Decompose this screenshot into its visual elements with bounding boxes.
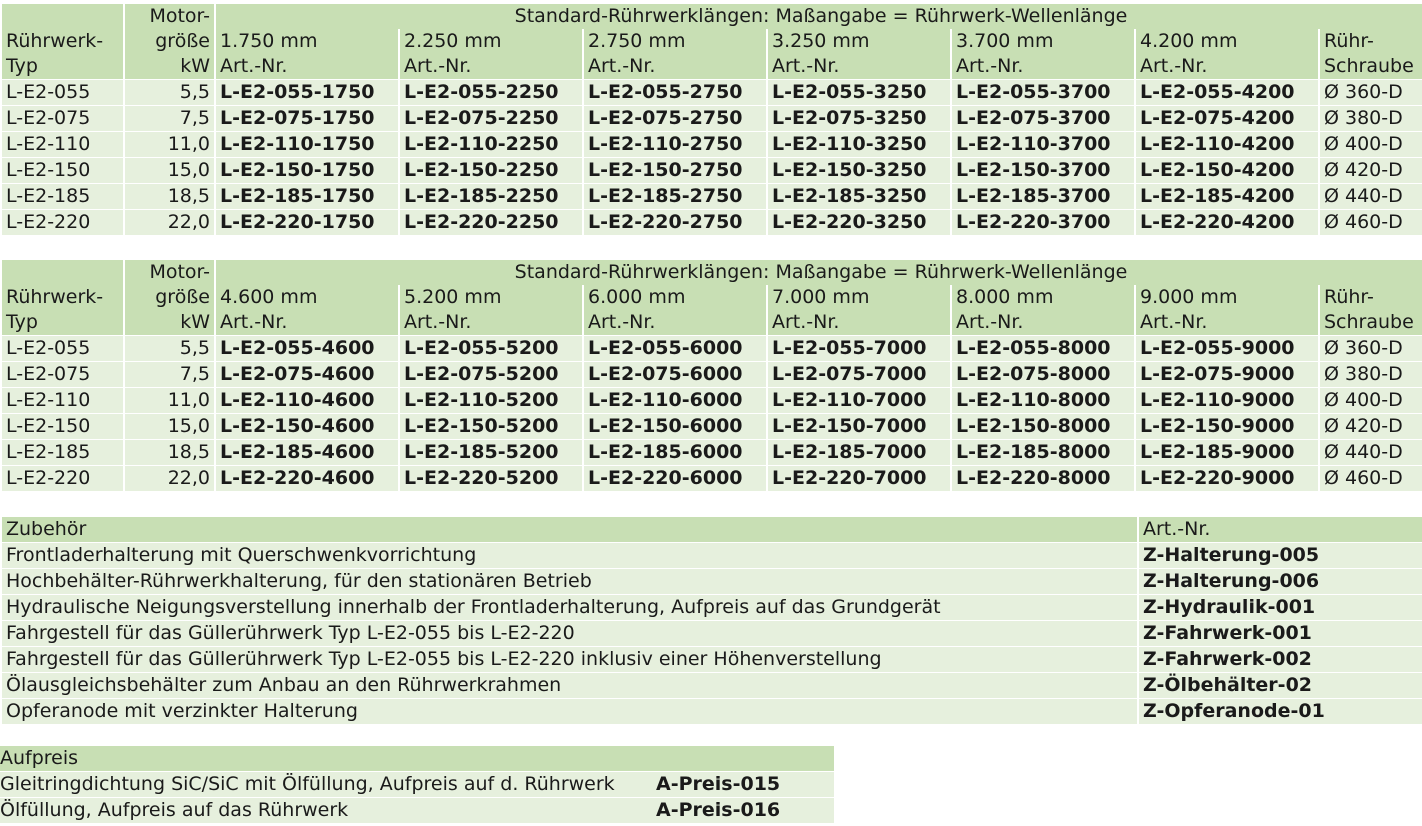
length-header: 2.250 mm <box>399 29 583 54</box>
art-nr-cell: L-E2-150-6000 <box>583 414 767 440</box>
screw-cell: Ø 460-D <box>1319 466 1422 492</box>
accessory-art-nr: Z-Hydraulik-001 <box>1138 595 1422 621</box>
art-nr-cell: L-E2-110-4200 <box>1135 132 1319 158</box>
screw-cell: Ø 440-D <box>1319 184 1422 210</box>
art-nr-cell: L-E2-185-2750 <box>583 184 767 210</box>
surcharge-desc: Gleitringdichtung SiC/SiC mit Ölfüllung, Aufpreis auf d. Rührwerk <box>0 772 656 798</box>
type-cell: L-E2-075 <box>2 106 124 132</box>
accessory-desc: Fahrgestell für das Güllerührwerk Typ L-E2-055 bis L-E2-220 <box>2 621 1138 647</box>
type-cell: L-E2-110 <box>2 388 124 414</box>
screw-header-line2: Schraube <box>1319 310 1422 336</box>
motor-kw-cell: 22,0 <box>124 466 215 492</box>
motor-kw-cell: 18,5 <box>124 440 215 466</box>
art-nr-cell: L-E2-055-1750 <box>215 80 399 106</box>
table-row <box>2 336 1422 362</box>
header-row-3 <box>2 310 1422 336</box>
art-nr-cell: L-E2-055-3700 <box>951 80 1135 106</box>
art-nr-cell: L-E2-220-6000 <box>583 466 767 492</box>
accessory-art-nr: Z-Ölbehälter-02 <box>1138 673 1422 699</box>
art-nr-cell: L-E2-185-8000 <box>951 440 1135 466</box>
table-row <box>2 362 1422 388</box>
art-nr-cell: L-E2-220-5200 <box>399 466 583 492</box>
rührwerk-table-2 <box>2 260 1422 491</box>
type-header-line3: Typ <box>2 54 124 80</box>
art-nr-cell: L-E2-075-4200 <box>1135 106 1319 132</box>
art-nr-cell: L-E2-150-2250 <box>399 158 583 184</box>
length-header: 4.200 mm <box>1135 29 1319 54</box>
art-nr-cell: L-E2-055-3250 <box>767 80 951 106</box>
art-nr-cell: L-E2-055-2250 <box>399 80 583 106</box>
art-nr-cell: L-E2-185-4200 <box>1135 184 1319 210</box>
art-nr-cell: L-E2-110-2750 <box>583 132 767 158</box>
art-nr-cell: L-E2-075-4600 <box>215 362 399 388</box>
motor-header-line3: kW <box>124 310 215 336</box>
art-nr-cell: L-E2-220-8000 <box>951 466 1135 492</box>
art-nr-cell: L-E2-110-3700 <box>951 132 1135 158</box>
length-header: 5.200 mm <box>399 285 583 310</box>
header-row-2 <box>2 285 1422 310</box>
art-nr-header: Art.-Nr. <box>399 310 583 336</box>
art-nr-cell: L-E2-150-9000 <box>1135 414 1319 440</box>
accessory-row <box>2 621 1422 647</box>
motor-kw-cell: 15,0 <box>124 414 215 440</box>
art-nr-header: Art.-Nr. <box>583 54 767 80</box>
table-row <box>2 440 1422 466</box>
surcharge-header-label: Aufpreis <box>0 746 834 772</box>
header-row-1 <box>2 260 1422 285</box>
art-nr-cell: L-E2-220-7000 <box>767 466 951 492</box>
art-nr-cell: L-E2-220-4200 <box>1135 210 1319 236</box>
art-nr-header: Art.-Nr. <box>215 310 399 336</box>
art-nr-cell: L-E2-220-3250 <box>767 210 951 236</box>
motor-kw-cell: 15,0 <box>124 158 215 184</box>
art-nr-cell: L-E2-185-3250 <box>767 184 951 210</box>
type-cell: L-E2-185 <box>2 184 124 210</box>
accessories-header-art: Art.-Nr. <box>1138 517 1422 543</box>
art-nr-cell: L-E2-150-8000 <box>951 414 1135 440</box>
screw-cell: Ø 360-D <box>1319 80 1422 106</box>
art-nr-cell: L-E2-110-6000 <box>583 388 767 414</box>
art-nr-cell: L-E2-220-2750 <box>583 210 767 236</box>
art-nr-cell: L-E2-055-2750 <box>583 80 767 106</box>
length-header: 4.600 mm <box>215 285 399 310</box>
motor-header-line2: größe <box>124 285 215 310</box>
art-nr-cell: L-E2-110-5200 <box>399 388 583 414</box>
motor-kw-cell: 5,5 <box>124 80 215 106</box>
accessory-desc: Hydraulische Neigungsverstellung innerhalb der Frontladerhalterung, Aufpreis auf das Grundgerät <box>2 595 1138 621</box>
length-header: 3.250 mm <box>767 29 951 54</box>
header-row-2 <box>2 29 1422 54</box>
accessories-table <box>2 517 1422 724</box>
type-cell: L-E2-220 <box>2 210 124 236</box>
type-cell: L-E2-185 <box>2 440 124 466</box>
accessories-header-label: Zubehör <box>2 517 1138 543</box>
type-cell: L-E2-075 <box>2 362 124 388</box>
screw-cell: Ø 440-D <box>1319 440 1422 466</box>
art-nr-cell: L-E2-075-2250 <box>399 106 583 132</box>
group-title: Standard-Rührwerklängen: Maßangabe = Rührwerk-Wellenlänge <box>215 4 1422 29</box>
table-row <box>2 388 1422 414</box>
art-nr-cell: L-E2-075-5200 <box>399 362 583 388</box>
screw-cell: Ø 420-D <box>1319 158 1422 184</box>
art-nr-cell: L-E2-075-3250 <box>767 106 951 132</box>
accessory-desc: Ölausgleichsbehälter zum Anbau an den Rührwerkrahmen <box>2 673 1138 699</box>
art-nr-cell: L-E2-075-9000 <box>1135 362 1319 388</box>
motor-header-line3: kW <box>124 54 215 80</box>
art-nr-cell: L-E2-150-7000 <box>767 414 951 440</box>
art-nr-header: Art.-Nr. <box>951 310 1135 336</box>
accessory-art-nr: Z-Halterung-006 <box>1138 569 1422 595</box>
art-nr-cell: L-E2-150-4200 <box>1135 158 1319 184</box>
surcharge-art-nr: A-Preis-016 <box>656 798 834 824</box>
screw-header-line1: Rühr- <box>1319 29 1422 54</box>
type-cell: L-E2-055 <box>2 336 124 362</box>
art-nr-header: Art.-Nr. <box>951 54 1135 80</box>
art-nr-cell: L-E2-110-8000 <box>951 388 1135 414</box>
motor-kw-cell: 7,5 <box>124 362 215 388</box>
table-row <box>2 158 1422 184</box>
type-cell: L-E2-150 <box>2 158 124 184</box>
screw-cell: Ø 380-D <box>1319 362 1422 388</box>
art-nr-header: Art.-Nr. <box>767 310 951 336</box>
length-header: 6.000 mm <box>583 285 767 310</box>
surcharge-art-nr: A-Preis-015 <box>656 772 834 798</box>
motor-header-line2: größe <box>124 29 215 54</box>
type-header-blank <box>2 260 124 285</box>
table-row <box>2 80 1422 106</box>
accessory-art-nr: Z-Fahrwerk-002 <box>1138 647 1422 673</box>
type-header-blank <box>2 4 124 29</box>
art-nr-header: Art.-Nr. <box>583 310 767 336</box>
accessory-row <box>2 595 1422 621</box>
length-header: 9.000 mm <box>1135 285 1319 310</box>
art-nr-cell: L-E2-055-6000 <box>583 336 767 362</box>
screw-cell: Ø 420-D <box>1319 414 1422 440</box>
surcharge-table <box>0 746 834 823</box>
type-header-line3: Typ <box>2 310 124 336</box>
length-header: 2.750 mm <box>583 29 767 54</box>
art-nr-cell: L-E2-150-2750 <box>583 158 767 184</box>
accessory-art-nr: Z-Halterung-005 <box>1138 543 1422 569</box>
art-nr-cell: L-E2-055-4600 <box>215 336 399 362</box>
art-nr-cell: L-E2-150-4600 <box>215 414 399 440</box>
screw-header-line1: Rühr- <box>1319 285 1422 310</box>
art-nr-cell: L-E2-075-8000 <box>951 362 1135 388</box>
art-nr-cell: L-E2-110-9000 <box>1135 388 1319 414</box>
art-nr-cell: L-E2-110-2250 <box>399 132 583 158</box>
art-nr-cell: L-E2-055-4200 <box>1135 80 1319 106</box>
accessory-row <box>2 647 1422 673</box>
accessory-art-nr: Z-Fahrwerk-001 <box>1138 621 1422 647</box>
art-nr-cell: L-E2-110-3250 <box>767 132 951 158</box>
screw-cell: Ø 460-D <box>1319 210 1422 236</box>
type-header-line2: Rührwerk- <box>2 29 124 54</box>
art-nr-cell: L-E2-075-7000 <box>767 362 951 388</box>
screw-cell: Ø 400-D <box>1319 388 1422 414</box>
screw-cell: Ø 360-D <box>1319 336 1422 362</box>
art-nr-cell: L-E2-185-2250 <box>399 184 583 210</box>
length-header: 3.700 mm <box>951 29 1135 54</box>
table-row <box>2 132 1422 158</box>
length-header: 8.000 mm <box>951 285 1135 310</box>
motor-kw-cell: 22,0 <box>124 210 215 236</box>
art-nr-cell: L-E2-185-5200 <box>399 440 583 466</box>
art-nr-cell: L-E2-185-7000 <box>767 440 951 466</box>
motor-kw-cell: 5,5 <box>124 336 215 362</box>
art-nr-cell: L-E2-075-2750 <box>583 106 767 132</box>
surcharge-row <box>0 798 834 824</box>
accessory-row <box>2 569 1422 595</box>
rührwerk-table-1 <box>2 4 1422 235</box>
accessory-desc: Frontladerhalterung mit Querschwenkvorrichtung <box>2 543 1138 569</box>
header-row-3 <box>2 54 1422 80</box>
accessory-desc: Hochbehälter-Rührwerkhalterung, für den stationären Betrieb <box>2 569 1138 595</box>
type-cell: L-E2-055 <box>2 80 124 106</box>
type-cell: L-E2-220 <box>2 466 124 492</box>
accessory-desc: Fahrgestell für das Güllerührwerk Typ L-E2-055 bis L-E2-220 inklusiv einer Höhenverstellung <box>2 647 1138 673</box>
surcharge-row <box>0 772 834 798</box>
art-nr-header: Art.-Nr. <box>1135 310 1319 336</box>
accessories-header-row <box>2 517 1422 543</box>
group-title: Standard-Rührwerklängen: Maßangabe = Rührwerk-Wellenlänge <box>215 260 1422 285</box>
art-nr-cell: L-E2-075-1750 <box>215 106 399 132</box>
motor-kw-cell: 7,5 <box>124 106 215 132</box>
header-row-1 <box>2 4 1422 29</box>
art-nr-cell: L-E2-055-8000 <box>951 336 1135 362</box>
motor-header-line1: Motor- <box>124 4 215 29</box>
surcharge-header-row <box>0 746 834 772</box>
surcharge-desc: Ölfüllung, Aufpreis auf das Rührwerk <box>0 798 656 824</box>
art-nr-cell: L-E2-150-3250 <box>767 158 951 184</box>
art-nr-cell: L-E2-220-4600 <box>215 466 399 492</box>
art-nr-cell: L-E2-185-9000 <box>1135 440 1319 466</box>
art-nr-cell: L-E2-185-1750 <box>215 184 399 210</box>
table-row <box>2 106 1422 132</box>
accessory-art-nr: Z-Opferanode-01 <box>1138 699 1422 725</box>
accessory-desc: Opferanode mit verzinkter Halterung <box>2 699 1138 725</box>
art-nr-header: Art.-Nr. <box>399 54 583 80</box>
table-row <box>2 184 1422 210</box>
art-nr-cell: L-E2-220-3700 <box>951 210 1135 236</box>
art-nr-cell: L-E2-110-4600 <box>215 388 399 414</box>
art-nr-cell: L-E2-185-3700 <box>951 184 1135 210</box>
type-cell: L-E2-150 <box>2 414 124 440</box>
table-row <box>2 414 1422 440</box>
art-nr-cell: L-E2-075-3700 <box>951 106 1135 132</box>
accessory-row <box>2 673 1422 699</box>
art-nr-header: Art.-Nr. <box>1135 54 1319 80</box>
art-nr-cell: L-E2-150-5200 <box>399 414 583 440</box>
art-nr-cell: L-E2-055-9000 <box>1135 336 1319 362</box>
art-nr-cell: L-E2-055-7000 <box>767 336 951 362</box>
art-nr-header: Art.-Nr. <box>215 54 399 80</box>
art-nr-cell: L-E2-150-1750 <box>215 158 399 184</box>
length-header: 7.000 mm <box>767 285 951 310</box>
motor-kw-cell: 11,0 <box>124 132 215 158</box>
type-header-line2: Rührwerk- <box>2 285 124 310</box>
art-nr-cell: L-E2-185-4600 <box>215 440 399 466</box>
screw-cell: Ø 380-D <box>1319 106 1422 132</box>
accessory-row <box>2 699 1422 725</box>
art-nr-cell: L-E2-185-6000 <box>583 440 767 466</box>
motor-kw-cell: 11,0 <box>124 388 215 414</box>
motor-header-line1: Motor- <box>124 260 215 285</box>
art-nr-cell: L-E2-220-2250 <box>399 210 583 236</box>
accessory-row <box>2 543 1422 569</box>
type-cell: L-E2-110 <box>2 132 124 158</box>
art-nr-header: Art.-Nr. <box>767 54 951 80</box>
length-header: 1.750 mm <box>215 29 399 54</box>
table-row <box>2 466 1422 492</box>
motor-kw-cell: 18,5 <box>124 184 215 210</box>
art-nr-cell: L-E2-150-3700 <box>951 158 1135 184</box>
art-nr-cell: L-E2-075-6000 <box>583 362 767 388</box>
art-nr-cell: L-E2-220-9000 <box>1135 466 1319 492</box>
screw-cell: Ø 400-D <box>1319 132 1422 158</box>
table-row <box>2 210 1422 236</box>
art-nr-cell: L-E2-055-5200 <box>399 336 583 362</box>
art-nr-cell: L-E2-220-1750 <box>215 210 399 236</box>
screw-header-line2: Schraube <box>1319 54 1422 80</box>
art-nr-cell: L-E2-110-7000 <box>767 388 951 414</box>
art-nr-cell: L-E2-110-1750 <box>215 132 399 158</box>
